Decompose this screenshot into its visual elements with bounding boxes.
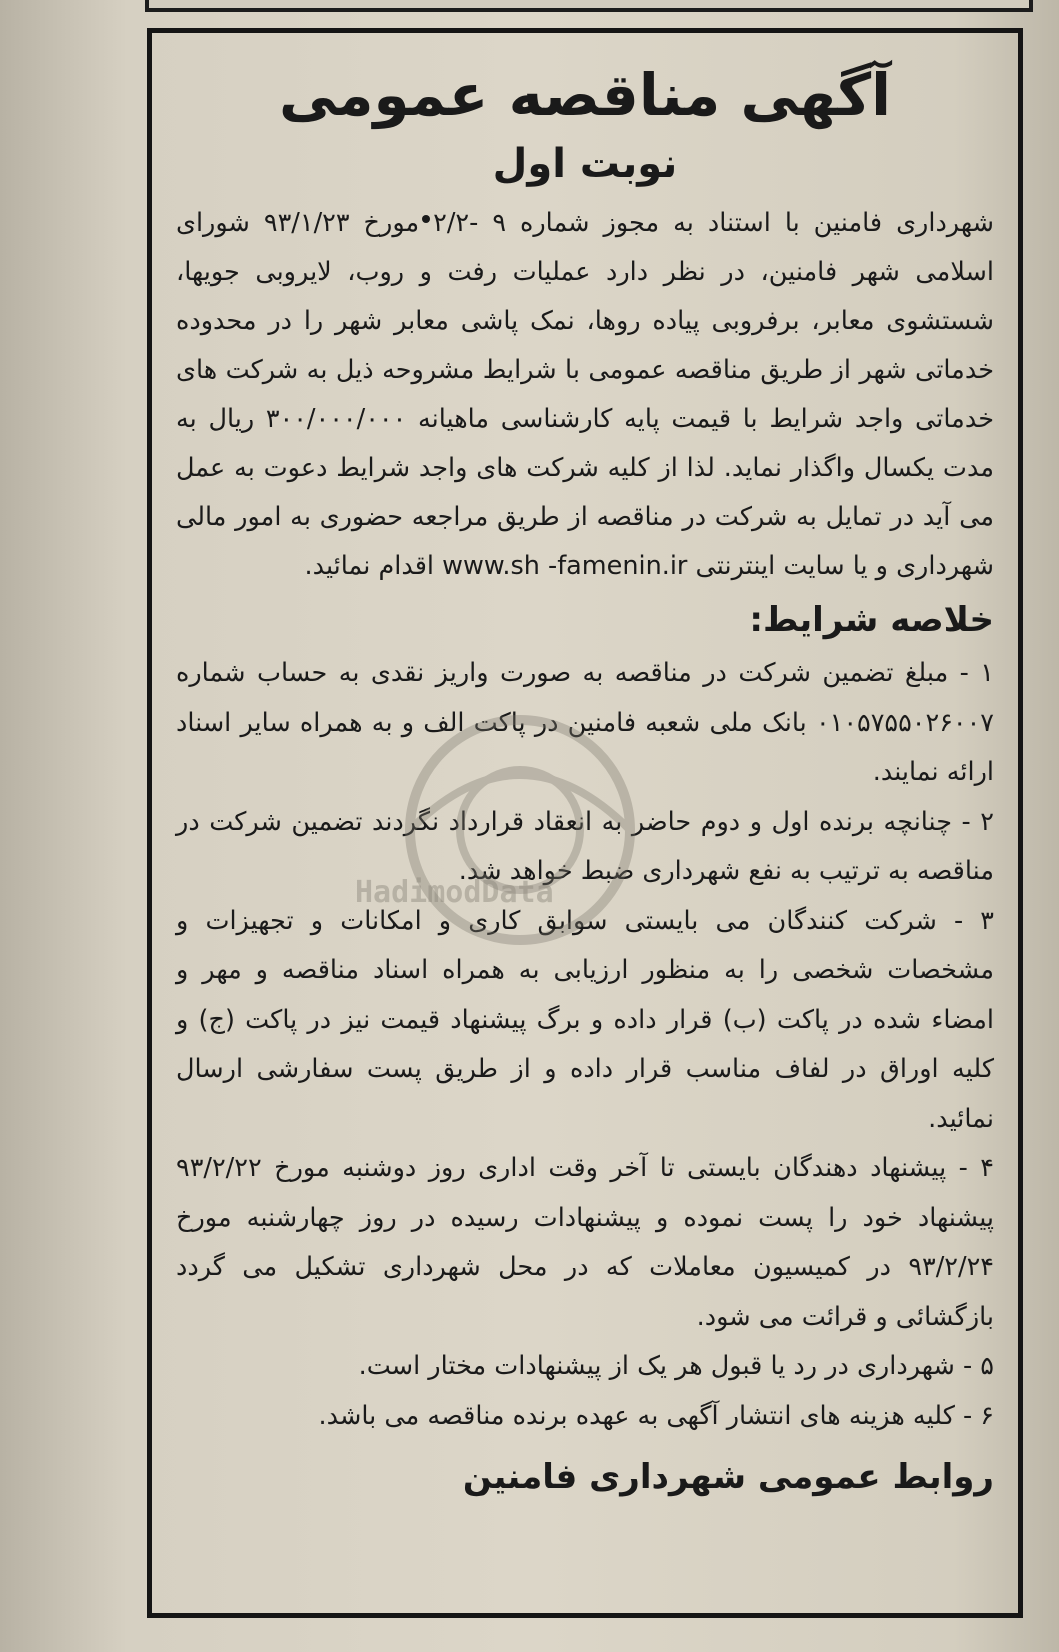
notice-subtitle: نوبت اول: [492, 141, 678, 187]
tender-notice-content: [176, 55, 994, 1593]
notice-intro: [176, 199, 994, 591]
condition-item: ۶ - کلیه هزینه های انتشار آگهی به عهده برنده مناقصه می باشد.: [318, 1400, 994, 1431]
intro-text: شهرداری فامنین با استناد به مجوز شماره ۹ -۲/۲ مورخ ۹۳/۱/۲۳ شورای اسلامی شهر فامنین، در نظر دارد عملیات رفت و روب، لایروبی جویها، شستشوی معابر، برفروبی پیاده روها، نمک پاشی معابر شهر را در محدوده خدماتی شهر از طریق مناقصه عمومی با شرایط مشروحه ذیل به شرکت های خدماتی واجد شرایط با قیمت پایه کارشناسی ماهیانه ۳۰۰/۰۰۰/۰۰۰ ریال به مدت یکسال واگذار نماید. لذا از کلیه شرکت های واجد شرایط دعوت به عمل می آید در تمایل به شرکت در مناقصه از طریق مراجعه حضوری به امور مالی شهرداری و یا سایت اینترنتی: [176, 208, 994, 581]
notice-title: آگهی مناقصه عمومی: [278, 61, 892, 129]
watermark-text: HadimodData: [355, 875, 554, 910]
summary-title: خلاصه شرایط:: [749, 600, 994, 640]
condition-item: ۵ - شهرداری در رد یا قبول هر یک از پیشنهادات مختار است.: [358, 1351, 994, 1381]
condition-item: ۴ - پیشنهاد دهندگان بایستی تا آخر وقت اداری روز دوشنبه مورخ ۹۳/۲/۲۲ پیشنهاد خود را پست نموده و پیشنهادات رسیده در روز چهارشنبه مورخ ۹۳/۲/۲۴ در کمیسیون معاملات که در محل شهرداری تشکیل می گردد بازگشائی و قرائت می شود.: [176, 1153, 994, 1332]
previous-ad-border: [145, 0, 1033, 12]
tender-notice-frame: [147, 28, 1023, 1618]
intro-end: اقدام نمائید.: [304, 551, 434, 581]
condition-item: ۲ - چنانچه برنده اول و دوم حاضر به انعقاد قرارداد نگردند تضمین شرکت در مناقصه به ترتیب به نفع شهرداری ضبط خواهد شد.: [176, 806, 994, 886]
condition-item: ۱ - مبلغ تضمین شرکت در مناقصه به صورت واریز نقدی به حساب شماره ۰۱۰۵۷۵۵۰۲۶۰۰۷ بانک ملی شعبه فامنین در پاکت الف و به همراه سایر اسناد ارائه نمایند.: [176, 658, 994, 787]
condition-item: ۳ - شرکت کنندگان می بایستی سوابق کاری و امکانات و تجهیزات و مشخصات شخصی را به منظور ارزیابی به همراه اسناد مناقصه و مهر و امضاء شده در پاکت (ب) قرار داده و برگ پیشنهاد قیمت نیز در پاکت (ج) و کلیه اوراق در لفاف مناسب قرار داده و از طریق پست سفارشی ارسال نمائید.: [176, 905, 994, 1134]
website-link: www.sh -famenin.ir: [442, 551, 688, 581]
signature: روابط عمومی شهرداری فامنین: [462, 1457, 994, 1497]
